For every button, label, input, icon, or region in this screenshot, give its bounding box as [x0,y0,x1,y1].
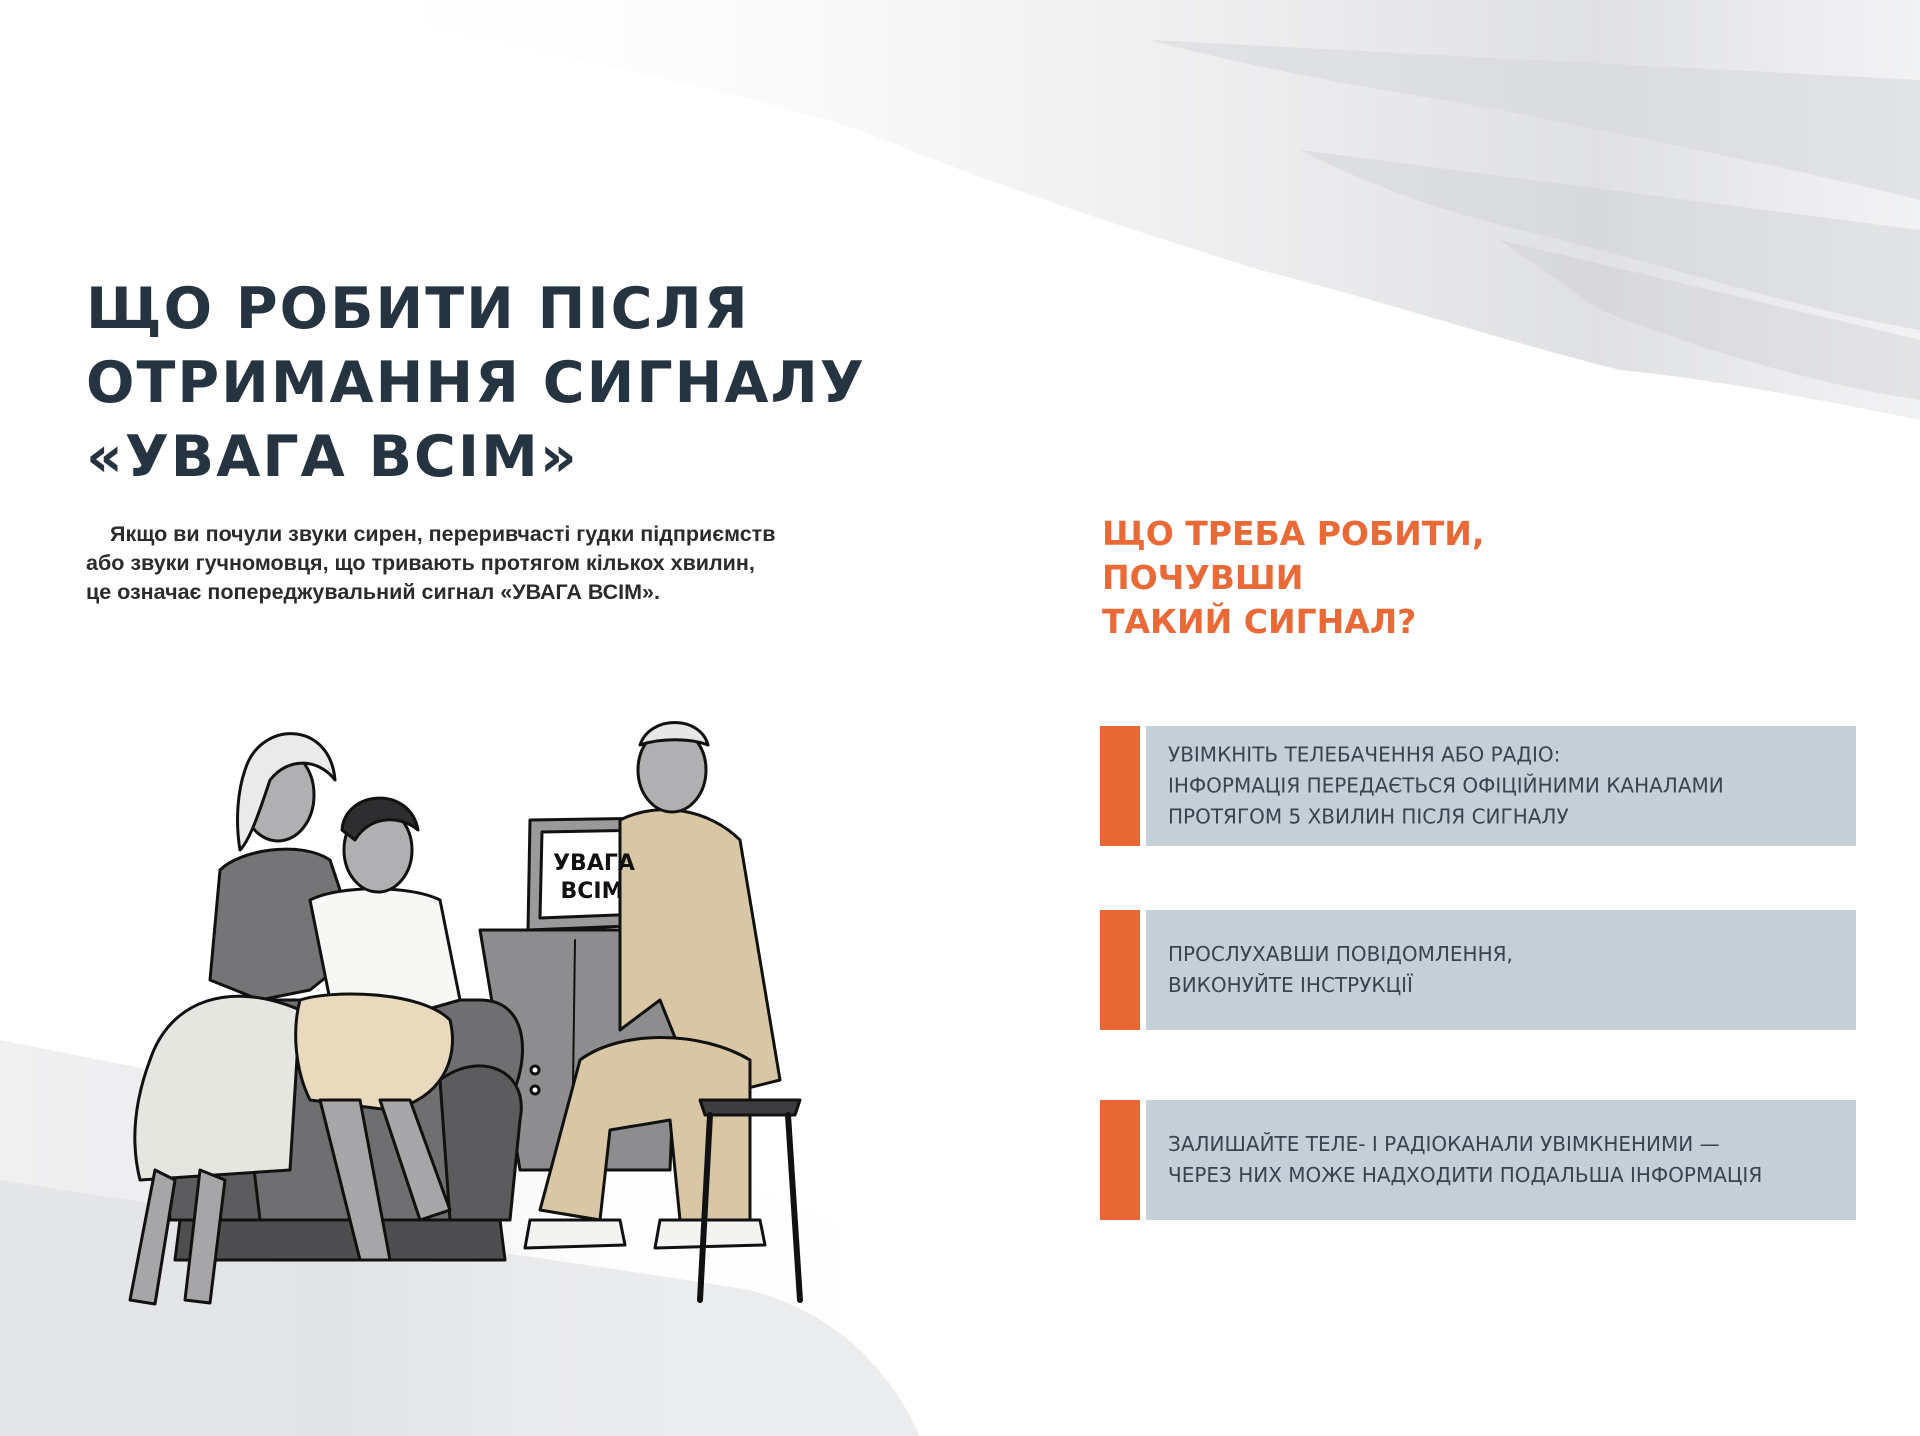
step-line: ІНФОРМАЦІЯ ПЕРЕДАЄТЬСЯ ОФІЦІЙНИМИ КАНАЛАМИ [1168,773,1724,798]
step-card [1100,1100,1856,1220]
title-line: «УВАГА ВСІМ» [86,424,579,490]
question-line: ТАКИЙ СИГНАЛ? [1102,602,1417,641]
step-text [1168,1129,1840,1191]
title-line: ОТРИМАННЯ СИГНАЛУ [86,350,866,416]
tv-screen-text: ВСІМ [560,879,624,904]
step-card [1100,726,1856,846]
step-card [1100,910,1856,1030]
intro-line: або звуки гучномовця, що тривають протягом кількох хвилин, [86,551,755,575]
intro-paragraph [86,520,886,607]
step-text [1168,740,1840,833]
intro-line: це означає попереджувальний сигнал «УВАГА ВСІМ». [86,580,660,604]
step-line: ЧЕРЕЗ НИХ МОЖЕ НАДХОДИТИ ПОДАЛЬША ІНФОРМАЦІЯ [1168,1163,1763,1187]
step-accent-bar [1100,910,1140,1030]
step-line: ПРОТЯГОМ 5 ХВИЛИН ПІСЛЯ СИГНАЛУ [1168,804,1569,829]
title-line: ЩО РОБИТИ ПІСЛЯ [86,276,750,342]
step-line: ЗАЛИШАЙТЕ ТЕЛЕ- І РАДІОКАНАЛИ УВІМКНЕНИМИ — [1168,1132,1720,1156]
stool [700,1100,800,1115]
question-line: ЩО ТРЕБА РОБИТИ, [1102,514,1485,553]
step-line: ПРОСЛУХАВШИ ПОВІДОМЛЕННЯ, [1168,942,1513,966]
tv-screen-text: УВАГА [553,851,635,876]
step-line: УВІМКНІТЬ ТЕЛЕБАЧЕННЯ АБО РАДІО: [1168,742,1561,767]
seated-woman-skirt [296,994,453,1110]
page-title [86,272,866,494]
question-line: ПОЧУВШИ [1102,558,1304,597]
intro-line: Якщо ви почули звуки сирен, переривчасті гудки підприємств [110,522,776,546]
step-accent-bar [1100,1100,1140,1220]
step-accent-bar [1100,726,1140,846]
step-text [1168,939,1840,1001]
family-watching-tv-illustration [60,700,900,1320]
question-heading [1102,512,1484,644]
step-line: ВИКОНУЙТЕ ІНСТРУКЦІЇ [1168,973,1413,997]
